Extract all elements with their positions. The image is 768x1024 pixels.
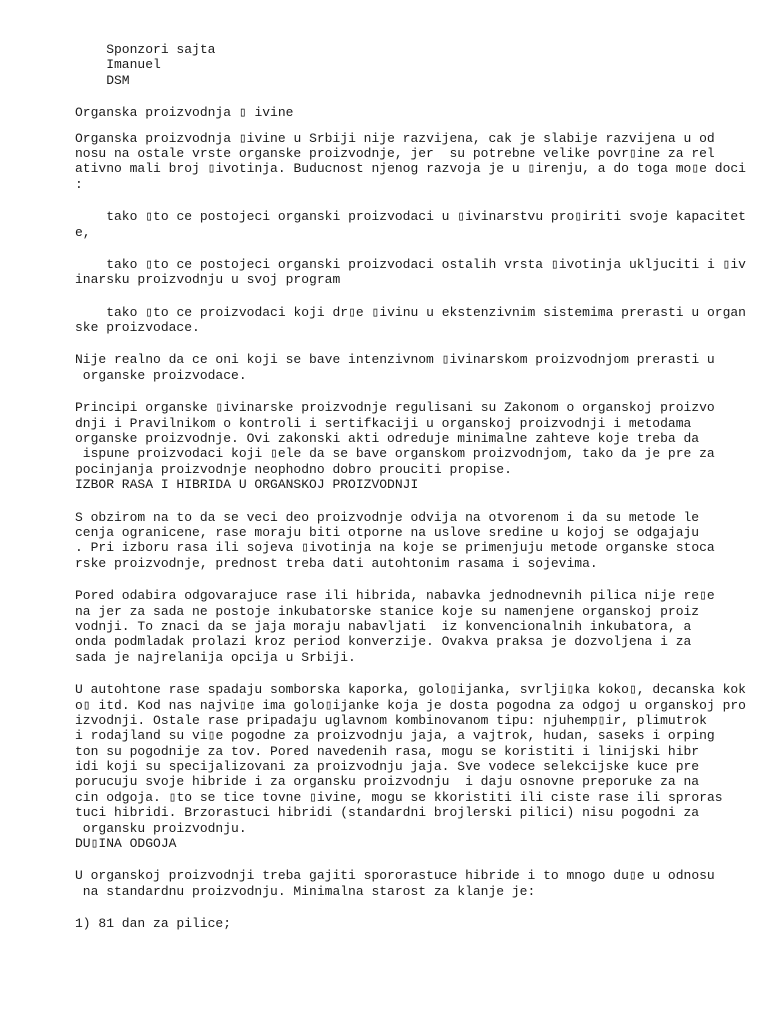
text-line: na standardnu proizvodnju. Minimalna starost za klanje je: [75, 883, 536, 899]
text-line: organske proizvodnje. Ovi zakonski akti odreduje minimalne zahteve koje treba da [75, 431, 700, 447]
text-line: tuci hibridi. Brzorastuci hibridi (standardni brojlerski pilici) nisu pogodni za [75, 805, 700, 821]
text-line: DU▯INA ODGOJA [75, 836, 177, 852]
text-line: U autohtone rase spadaju somborska kaporka, golo▯ijanka, svrlji▯ka koko▯, decanska kok [75, 682, 746, 698]
paragraph-spacer [75, 335, 735, 352]
paragraph-spacer [75, 192, 735, 209]
text-line: tako ▯to ce proizvodaci koji dr▯e ▯ivinu u ekstenzivnim sistemima prerasti u organ [75, 304, 746, 320]
text-line: e, [75, 224, 91, 240]
text-line: na jer za sada ne postoje inkubatorske stanice koje su namenjene organskoj proiz [75, 603, 700, 619]
text-line: Principi organske ▯ivinarske proizvodnje regulisani su Zakonom o organskoj proizvo [75, 400, 715, 416]
text-line: 1) 81 dan za pilice; [75, 916, 232, 932]
document-title: Organska proizvodnja ▯ ivine [75, 105, 294, 121]
text-line: S obzirom na to da se veci deo proizvodnje odvija na otvorenom i da su metode le [75, 509, 700, 525]
document-body [75, 121, 746, 932]
text-line: o▯ itd. Kod nas najvi▯e ima golo▯ijanke koja je dosta pogodna za odgoj u organskoj pro [75, 697, 746, 713]
paragraph-spacer [75, 288, 735, 305]
text-line: U organskoj proizvodnji treba gajiti spororastuce hibride i to mnogo du▯e u odnosu [75, 868, 715, 884]
text-line: onda podmladak prolazi kroz period konverzije. Ovakva praksa je dozvoljena i za [75, 634, 692, 650]
paragraph [75, 209, 746, 240]
sponsor-line: Sponzori sajta [75, 42, 216, 57]
text-line: cin odgoja. ▯to se tice tovne ▯ivine, mogu se kkoristiti ili ciste rase ili sproras [75, 789, 723, 805]
paragraph [75, 352, 735, 383]
text-line: Pored odabira odgovarajuce rase ili hibrida, nabavka jednodnevnih pilica nije re▯e [75, 588, 715, 604]
text-line: IZBOR RASA I HIBRIDA U ORGANSKOJ PROIZVODNJI [75, 477, 419, 493]
text-line: Nije realno da ce oni koji se bave intenzivnom ▯ivinarskom proizvodnjom prerasti u [75, 352, 715, 368]
document-page [75, 42, 746, 932]
text-line: porucuju svoje hibride i za organsku proizvodnju i daju osnovne preporuke za na [75, 774, 700, 790]
text-line: Organska proizvodnja ▯ivine u Srbiji nije razvijena, cak je slabije razvijena u od [75, 130, 715, 146]
paragraph [75, 916, 735, 931]
text-line: cenja ogranicene, rase moraju biti otporne na uslove sredine u kojoj se odgajaju [75, 524, 700, 540]
text-line: i rodajland su vi▯e pogodne za proizvodnju jaja, a vajtrok, hudan, saseks i orping [75, 728, 715, 744]
paragraph [75, 510, 735, 572]
paragraph-spacer [75, 493, 735, 510]
text-line: nosu na ostale vrste organske proizvodnje, jer su potrebne velike povr▯ine za rel [75, 145, 715, 161]
text-line: vodnji. To znaci da se jaja moraju nabavljati iz konvencionalnih inkubatora, a [75, 618, 692, 634]
paragraph-spacer [75, 240, 735, 257]
paragraph [75, 868, 735, 899]
text-line: inarsku proizvodnju u svoj program [75, 272, 341, 288]
text-line: tako ▯to ce postojeci organski proizvodaci ostalih vrsta ▯ivotinja ukljuciti i ▯iv [75, 256, 746, 272]
paragraph-spacer [75, 851, 735, 868]
paragraph-spacer [75, 121, 735, 131]
text-line: izvodnji. Ostale rase pripadaju uglavnom kombinovanom tipu: njuhemp▯ir, plimutrok [75, 712, 707, 728]
text-line: pocinjanja proizvodnje neophodno dobro prouciti propise. [75, 461, 512, 477]
text-line: ske proizvodace. [75, 320, 200, 336]
text-line: ativno mali broj ▯ivotinja. Buducnost njenog razvoja je u ▯irenju, a do toga mo▯e doci [75, 161, 746, 177]
text-line: sada je najrelanija opcija u Srbiji. [75, 649, 356, 665]
text-line: rske proizvodnje, prednost treba dati autohtonim rasama i sojevima. [75, 555, 598, 571]
sponsor-line: Imanuel [75, 57, 161, 73]
paragraph [75, 256, 746, 288]
paragraph-spacer [75, 383, 735, 400]
text-line: ton su pogodnije za tov. Pored navedenih rasa, mogu se koristiti i linijski hibr [75, 743, 700, 759]
paragraph-spacer [75, 571, 735, 588]
sponsor-list [75, 42, 735, 88]
text-line: ispune proizvodaci koji ▯ele da se bave organskom proizvodnjom, tako da je pre za [75, 446, 715, 462]
paragraph [75, 682, 746, 852]
paragraph [75, 130, 746, 193]
text-line: . Pri izboru rasa ili sojeva ▯ivotinja na koje se primenjuju metode organske stoca [75, 540, 715, 556]
spacer [75, 88, 735, 105]
sponsor-line: DSM [75, 72, 130, 88]
text-line: idi koji su specijalizovani za proizvodnju jaja. Sve vodece selekcijske kuce pre [75, 759, 700, 775]
paragraph-spacer [75, 665, 735, 682]
paragraph [75, 588, 735, 665]
paragraph-spacer [75, 899, 735, 916]
text-line: dnji i Pravilnikom o kontroli i sertifkaciji u organskoj proizvodnji i metodama [75, 415, 692, 431]
paragraph [75, 304, 746, 336]
paragraph [75, 400, 735, 492]
text-line: organsku proizvodnju. [75, 820, 247, 836]
text-line: organske proizvodace. [75, 367, 247, 383]
text-line: : [75, 176, 83, 192]
text-line: tako ▯to ce postojeci organski proizvodaci u ▯ivinarstvu pro▯iriti svoje kapacitet [75, 209, 746, 225]
